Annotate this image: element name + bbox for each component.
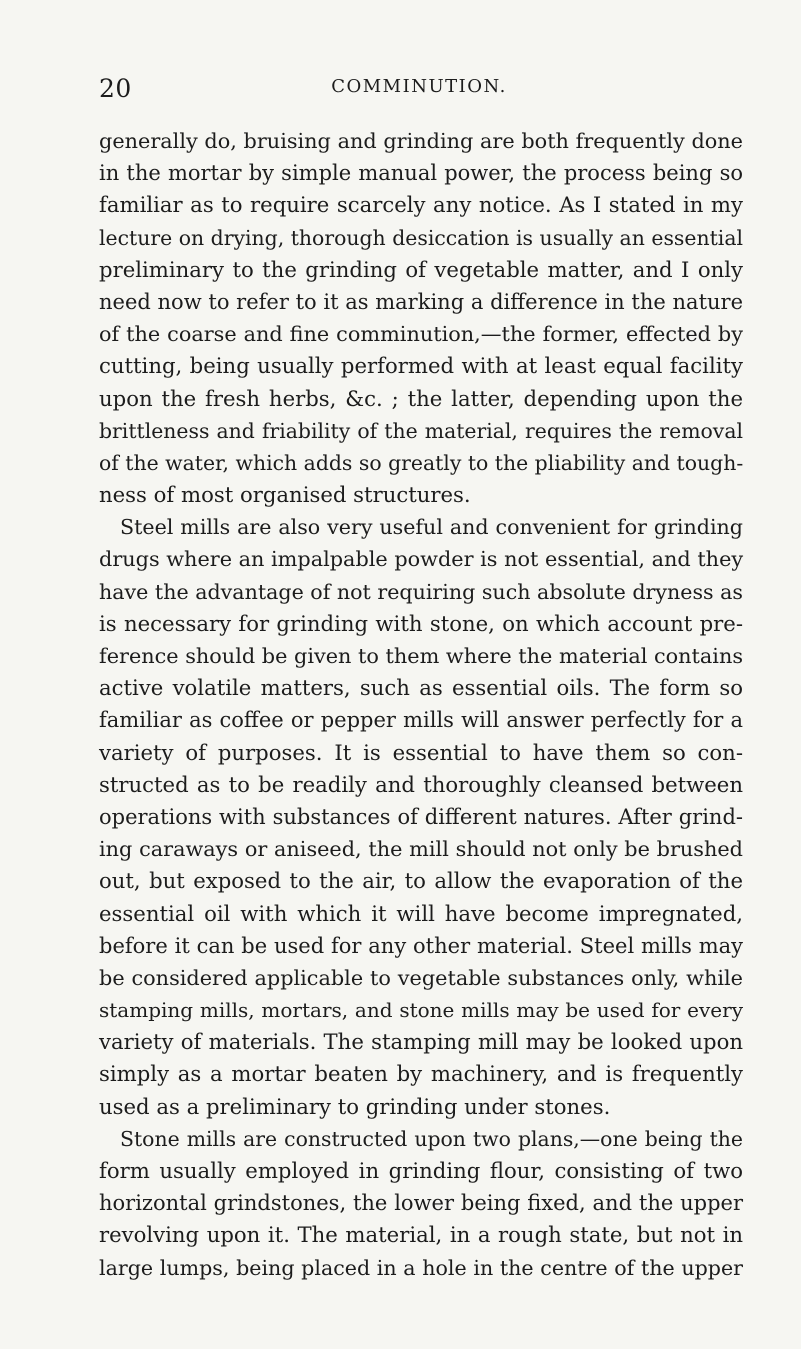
page-number: 20 [99, 74, 132, 103]
text-line: have the advantage of not requiring such absolute dryness as [99, 579, 743, 604]
text-line: Stone mills are constructed upon two plans,—one being the [120, 1126, 743, 1151]
text-line: lecture on drying, thorough desiccation is usually an essential [99, 225, 743, 250]
text-line: familiar as to require scarcely any notice. As I stated in my [99, 192, 743, 218]
text-line: need now to refer to it as marking a difference in the nature [99, 289, 743, 314]
text-line: structed as to be readily and thoroughly cleansed between [99, 771, 743, 797]
text-line: is necessary for grinding with stone, on which account pre- [99, 610, 743, 636]
text-line: variety of purposes. It is essential to have them so con- [99, 739, 743, 765]
text-line: be considered applicable to vegetable substances only, while [99, 965, 743, 990]
body-text [99, 125, 743, 1284]
text-line: familiar as coffee or pepper mills will answer perfectly for a [99, 708, 743, 733]
text-line: ing caraways or aniseed, the mill should not only be brushed [99, 837, 743, 862]
text-line: upon the fresh herbs, &c. ; the latter, depending upon the [99, 385, 743, 411]
text-line: active volatile matters, such as essential oils. The form so [99, 675, 743, 701]
text-line: operations with substances of different natures. After grind- [99, 804, 743, 829]
text-line: used as a preliminary to grinding under stones. [99, 1093, 611, 1119]
text-line: drugs where an impalpable powder is not essential, and they [99, 547, 744, 572]
text-line: Steel mills are also very useful and convenient for grinding [120, 515, 743, 540]
text-line: essential oil with which it will have become impregnated, [99, 900, 743, 926]
text-line: before it can be used for any other material. Steel mills may [99, 933, 743, 958]
text-line: brittleness and friability of the material, requires the removal [99, 418, 743, 443]
text-line: ference should be given to them where the material contains [99, 644, 744, 668]
text-line: large lumps, being placed in a hole in the centre of the upper [99, 1255, 743, 1280]
text-line: of the water, which adds so greatly to the pliability and tough- [99, 450, 744, 475]
text-line: stamping mills, mortars, and stone mills may be used for every [99, 998, 743, 1023]
text-line: generally do, bruising and grinding are both frequently done [99, 129, 743, 153]
text-line: revolving upon it. The material, in a rough state, but not in [99, 1222, 743, 1248]
text-line: in the mortar by simple manual power, the process being so [99, 161, 743, 186]
text-line: horizontal grindstones, the lower being fixed, and the upper [99, 1191, 743, 1216]
text-line: of the coarse and fine comminution,—the former, effected by [99, 322, 743, 347]
text-line: preliminary to the grinding of vegetable matter, and I only [99, 256, 743, 282]
text-line: variety of materials. The stamping mill may be looked upon [99, 1029, 743, 1055]
text-line: cutting, being usually performed with at least equal facility [99, 353, 743, 379]
running-head: COMMINUTION. [331, 76, 507, 97]
page-header [99, 74, 739, 108]
text-line: out, but exposed to the air, to allow the evaporation of the [99, 868, 743, 894]
text-line: simply as a mortar beaten by machinery, and is frequently [99, 1061, 743, 1087]
text-line: form usually employed in grinding flour, consisting of two [99, 1158, 743, 1183]
text-line: ness of most organised structures. [99, 482, 471, 508]
